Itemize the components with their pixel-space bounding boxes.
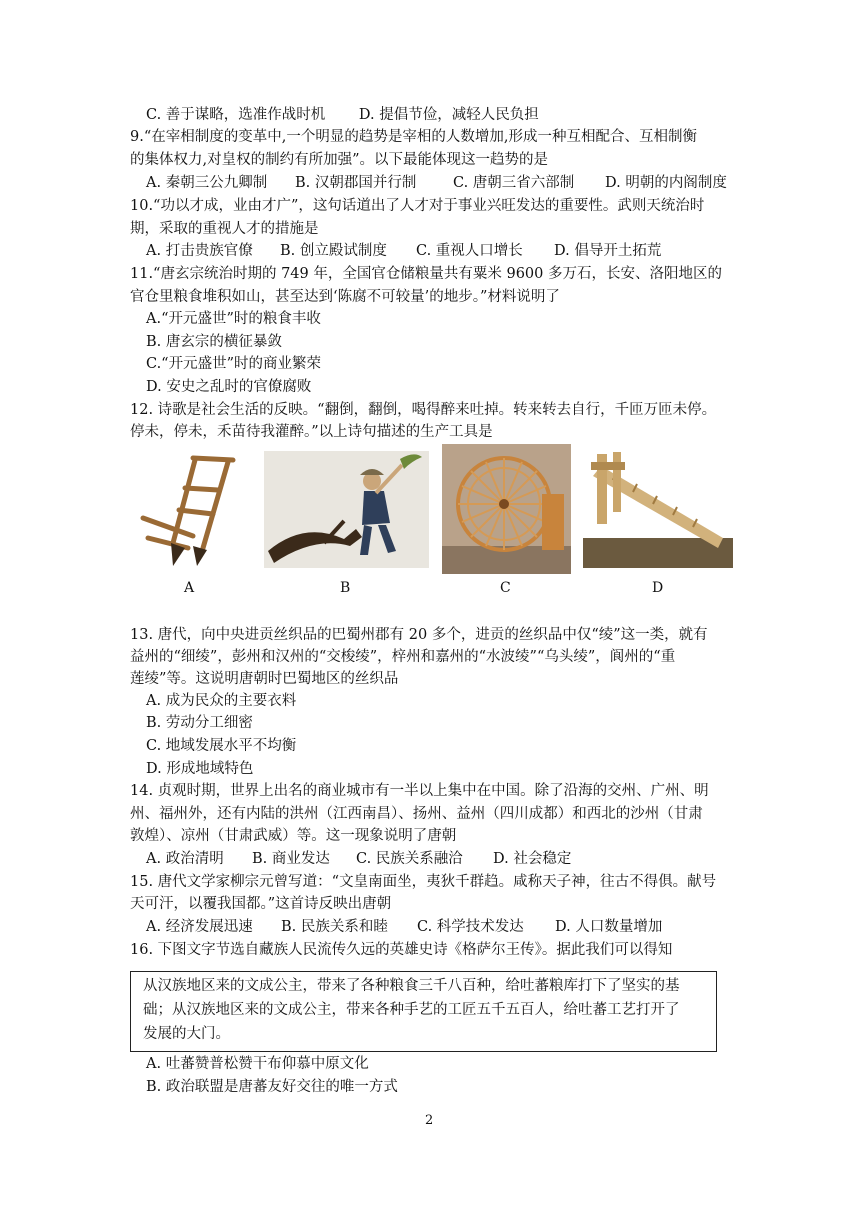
ox-plow-farmer-image[interactable] — [264, 451, 429, 568]
image-caption-a: A — [184, 580, 195, 596]
q15-option-d[interactable]: D. 人口数量增加 — [555, 919, 663, 935]
q11-option-d[interactable]: D. 安史之乱时的官僚腐败 — [146, 379, 312, 395]
q13-stem-1: 13. 唐代，向中央进贡丝织品的巴蜀州郡有 20 多个，进贡的丝织品中仅“绫”这一类，就有 — [130, 627, 708, 643]
q13-stem-2: 益州的“细绫”，彭州和汉州的“交梭绫”，梓州和嘉州的“水波绫”“乌头绫”，阆州的“重 — [130, 649, 676, 665]
q13-option-a[interactable]: A. 成为民众的主要衣料 — [146, 693, 297, 709]
q9-options — [146, 172, 727, 194]
q10-option-c[interactable]: C. 重视人口增长 — [416, 243, 523, 259]
q11-stem-2: 官仓里粮食堆积如山，甚至达到‘陈腐不可较量’的地步。”材料说明了 — [130, 289, 560, 305]
q9-option-d[interactable]: D. 明朝的内阁制度 — [605, 175, 727, 191]
q9-option-a[interactable]: A. 秦朝三公九卿制 — [146, 175, 268, 191]
q16-stem: 16. 下图文字节选自藏族人民流传久远的英雄史诗《格萨尔王传》。据此我们可以得知 — [130, 942, 673, 958]
curved-plow-image[interactable] — [133, 448, 245, 568]
q15-option-c[interactable]: C. 科学技术发达 — [417, 919, 524, 935]
q11-option-c[interactable]: C.“开元盛世”时的商业繁荣 — [146, 356, 322, 372]
q13-stem-3: 莲绫”等。这说明唐朝时巴蜀地区的丝织品 — [130, 671, 399, 687]
q12-stem-1: 12. 诗歌是社会生活的反映。“翻倒，翻倒，喝得醉来吐掉。转来转去自行，千匝万匝未停。 — [130, 402, 717, 418]
q14-option-b[interactable]: B. 商业发达 — [252, 851, 330, 867]
q15-option-b[interactable]: B. 民族关系和睦 — [281, 919, 388, 935]
q14-option-a[interactable]: A. 政治清明 — [146, 851, 224, 867]
q13-option-d[interactable]: D. 形成地域特色 — [146, 761, 254, 777]
quote-line-1: 从汉族地区来的文成公主，带来了各种粮食三千八百种，给吐蕃粮库打下了坚实的基 — [143, 978, 680, 994]
q14-stem-2: 州、福州外，还有内陆的洪州（江西南昌）、扬州、益州（四川成都）和西北的沙州（甘肃 — [130, 806, 703, 822]
q15-stem-2: 天可汗，以覆我国都。”这首诗反映出唐朝 — [130, 896, 392, 912]
water-wheel-tongche-image[interactable] — [442, 444, 571, 574]
q10-options — [146, 240, 661, 262]
q10-stem-1: 10.“功以才成，业由才广”，这句话道出了人才对于事业兴旺发达的重要性。武则天统治时 — [130, 198, 705, 214]
q14-option-c[interactable]: C. 民族关系融洽 — [356, 851, 463, 867]
q11-stem-1: 11.“唐玄宗统治时期的 749 年，全国官仓储粮量共有粟米 9600 多万石，长安、洛阳地区的 — [130, 266, 722, 282]
quote-line-2: 础；从汉族地区来的文成公主，带来各种手艺的工匠五千五百人，给吐蕃工艺打开了 — [143, 1002, 680, 1018]
page-number: 2 — [425, 1113, 434, 1128]
q10-option-a[interactable]: A. 打击贵族官僚 — [146, 243, 253, 259]
q14-options — [146, 848, 571, 870]
quote-line-3: 发展的大门。 — [143, 1026, 230, 1042]
dragon-backbone-pump-image[interactable] — [583, 452, 733, 568]
q10-option-d[interactable]: D. 倡导开土拓荒 — [554, 243, 662, 259]
q16-option-b[interactable]: B. 政治联盟是唐蕃友好交往的唯一方式 — [146, 1079, 398, 1095]
q14-option-d[interactable]: D. 社会稳定 — [493, 851, 572, 867]
q13-option-c[interactable]: C. 地域发展水平不均衡 — [146, 738, 297, 754]
q10-option-b[interactable]: B. 创立殿试制度 — [280, 243, 387, 259]
q14-stem-1: 14. 贞观时期，世界上出名的商业城市有一半以上集中在中国。除了沿海的交州、广州、明 — [130, 783, 709, 799]
q13-option-b[interactable]: B. 劳动分工细密 — [146, 715, 253, 731]
q12-stem-2: 停未，停未，禾苗待我灌醉。”以上诗句描述的生产工具是 — [130, 424, 493, 440]
image-caption-c: C — [500, 580, 511, 596]
q11-option-a[interactable]: A.“开元盛世”时的粮食丰收 — [146, 311, 321, 327]
q8-options-cd: C. 善于谋略，选准作战时机 D. 提倡节俭，减轻人民负担 — [146, 107, 539, 123]
q15-stem-1: 15. 唐代文学家柳宗元曾写道：“文皇南面坐，夷狄千群趋。咸称天子神，往古不得俱。献号 — [130, 874, 717, 890]
image-caption-d: D — [652, 580, 664, 596]
q9-stem-2: 的集体权力,对皇权的制约有所加强”。以下最能体现这一趋势的是 — [130, 152, 549, 168]
q9-option-c[interactable]: C. 唐朝三省六部制 — [453, 175, 575, 191]
q11-option-b[interactable]: B. 唐玄宗的横征暴敛 — [146, 334, 282, 350]
q9-stem-1: 9.“在宰相制度的变革中,一个明显的趋势是宰相的人数增加,形成一种互相配合、互相制衡 — [130, 129, 697, 145]
q15-options — [146, 916, 662, 938]
q16-option-a[interactable]: A. 吐蕃赞普松赞干布仰慕中原文化 — [146, 1056, 369, 1072]
q10-stem-2: 期，采取的重视人才的措施是 — [130, 221, 319, 237]
q9-option-b[interactable]: B. 汉朝郡国并行制 — [295, 175, 417, 191]
image-caption-b: B — [340, 580, 351, 596]
q15-option-a[interactable]: A. 经济发展迅速 — [146, 919, 253, 935]
q16-quote-box — [130, 971, 717, 1052]
q14-stem-3: 敦煌）、凉州（甘肃武威）等。这一现象说明了唐朝 — [130, 828, 457, 844]
